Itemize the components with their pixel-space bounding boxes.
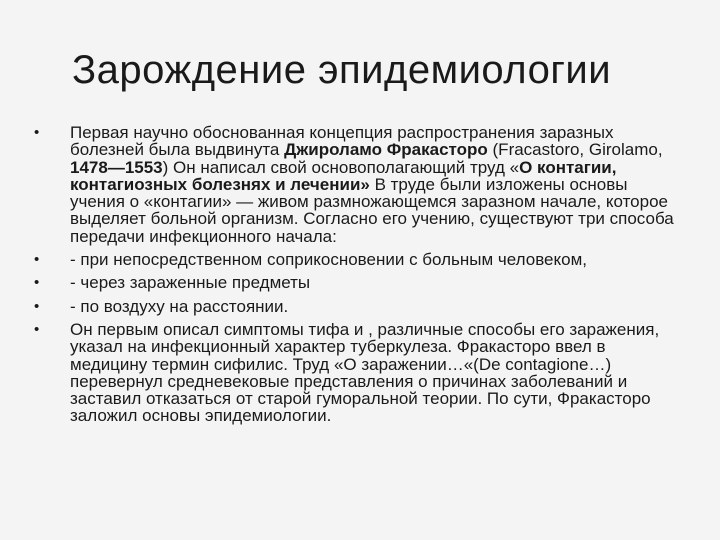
list-item-text: - по воздуху на расстоянии. (70, 296, 289, 316)
list-item-text: - при непосредственном соприкосновении с больным человеком, (70, 250, 588, 270)
bullet-icon: • (34, 320, 40, 338)
list-item (34, 251, 674, 268)
list-item-text: - через зараженные предметы (70, 273, 311, 293)
list-item (34, 321, 674, 425)
bullet-icon: • (34, 251, 40, 269)
slide-title: Зарождение эпидемиологии (72, 48, 612, 92)
bullet-icon: • (34, 124, 40, 141)
bullet-icon: • (34, 274, 40, 292)
list-item (34, 274, 674, 291)
bullet-list (34, 124, 674, 431)
list-item (34, 298, 674, 315)
bullet-icon: • (34, 297, 40, 315)
list-item-text: Первая научно обоснованная концепция распространения заразных болезней была выдвинута Джироламо Фракасторо (Fracastoro, Girolamo, 1478—1553) Он написал свой основополагающий труд «О контагии, контагиозных болезнях и лечении» В труде были изложены основы учения о «контагии» — живом размножающемся заразном начале, которое выделяет больной организм. Согласно его учению, существуют три способа передачи инфекционного начала: (70, 123, 674, 246)
list-item (34, 124, 674, 245)
list-item-text: Он первым описал симптомы тифа и , различные способы его заражения, указал на инфекционный характер туберкулеза. Фракасторо ввел в медицину термин сифилис. Труд «О заражении…«(De contagione…) перевернул средневековые представления о причинах заболеваний и заставил отказаться от старой гуморальной теории. По сути, Фракасторо заложил основы эпидемиологии. (70, 319, 660, 426)
